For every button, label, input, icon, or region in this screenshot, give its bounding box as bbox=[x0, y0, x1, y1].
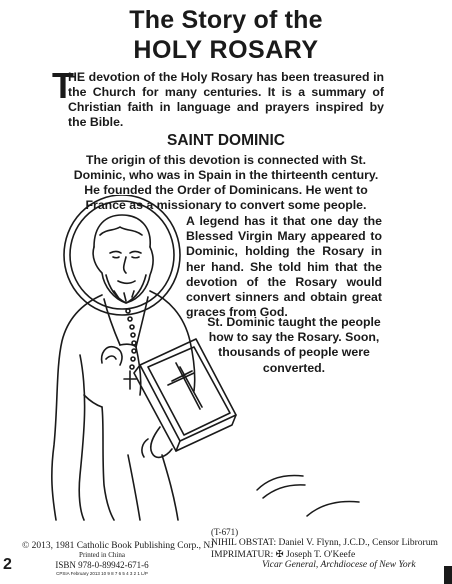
page-edge-mark bbox=[444, 566, 452, 584]
drop-cap: T bbox=[52, 65, 74, 106]
intro-paragraph bbox=[52, 65, 384, 130]
page-number: 2 bbox=[3, 556, 12, 573]
vicar-general: Vicar General, Archdiocese of New York bbox=[262, 560, 416, 570]
printed-in: Printed in China bbox=[79, 551, 125, 559]
title-line-1: The Story of the bbox=[129, 6, 323, 34]
title-line-2: HOLY ROSARY bbox=[133, 36, 319, 64]
section-heading: SAINT DOMINIC bbox=[167, 132, 285, 149]
head bbox=[93, 215, 153, 303]
isbn: ISBN 978-0-89942-671-6 bbox=[55, 560, 149, 570]
legend-paragraph: A legend has it that one day the Blessed Virgin Mary appeared to Dominic, holding the Rosary in her hand. She told him that the devotion of the Rosary would convert sinners and obtain great graces from God. bbox=[186, 214, 382, 320]
habit bbox=[52, 291, 195, 520]
birds-illustration bbox=[255, 468, 365, 524]
origin-paragraph: The origin of this devotion is connected with St. Dominic, who was in Spain in the thirteenth century. He founded the Order of Dominicans. He went to France as a missionary to convert some people. bbox=[73, 153, 379, 212]
taught-paragraph: St. Dominic taught the people how to say the Rosary. Soon, thousands of people were converted. bbox=[207, 315, 381, 375]
halo bbox=[64, 195, 180, 315]
lower-hand bbox=[142, 427, 172, 457]
rosary bbox=[124, 309, 136, 389]
saint-dominic-illustration bbox=[44, 195, 244, 525]
print-info: CPSIA February 2013 10 9 8 7 6 5 4 3 2 1 L/P bbox=[56, 571, 148, 576]
copyright: © 2013, 1981 Catholic Book Publishing Corp., NJ bbox=[22, 541, 214, 551]
hand bbox=[102, 347, 122, 365]
book bbox=[134, 339, 236, 451]
nihil-obstat: NIHIL OBSTAT: Daniel V. Flynn, J.C.D., Censor Librorum bbox=[211, 538, 438, 548]
imprimatur: IMPRIMATUR: ✠ Joseph T. O'Keefe bbox=[211, 550, 356, 560]
catalog-code: (T-671) bbox=[211, 527, 239, 537]
intro-text: HE devotion of the Holy Rosary has been treasured in the Church for many centuries. It is a summary of Christian faith in language and prayers inspired by the Bible. bbox=[68, 70, 384, 129]
